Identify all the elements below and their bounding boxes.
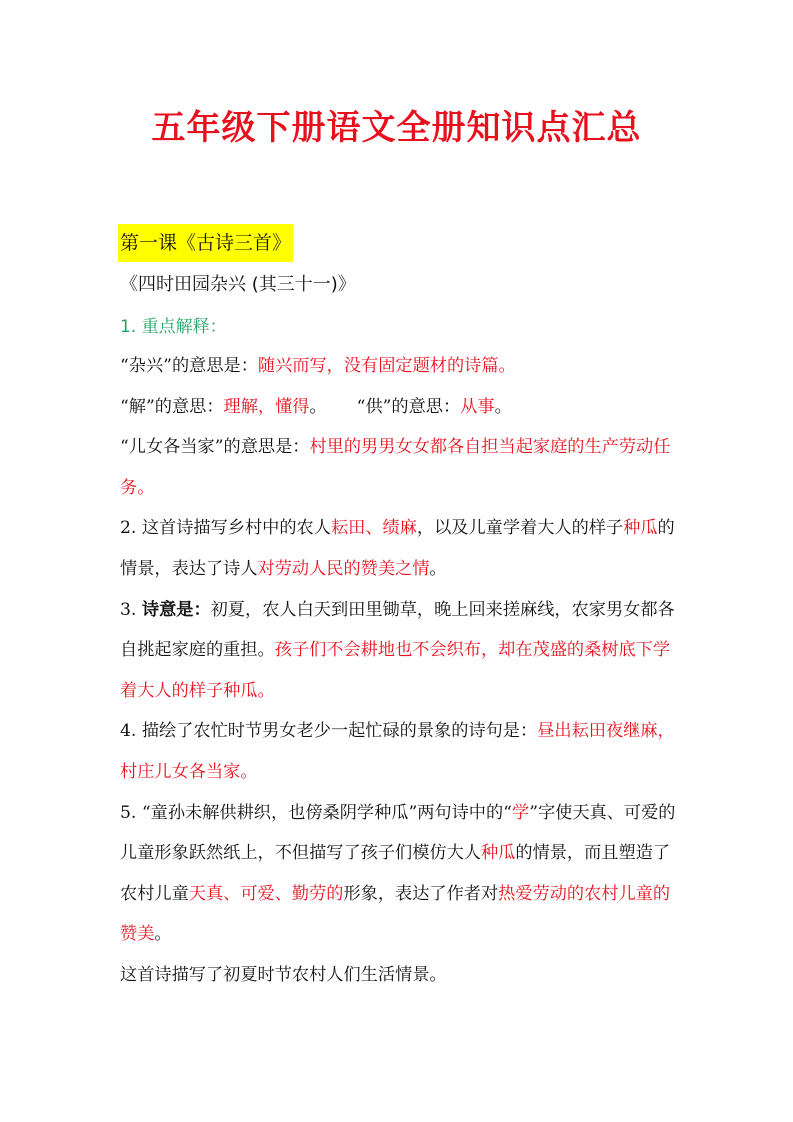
paragraph-item-2: 2. 这首诗描写乡村中的农人耘田、绩麻，以及儿童学着大人的样子种瓜的情景，表达了诗人对劳动人民的赞美之情。 [120,518,675,579]
section-heading: 1. 重点解释： [120,317,227,337]
paragraph-ernu: “儿女各当家”的意思是：村里的男男女女都各自担当起家庭的生产劳动任务。 [120,437,671,498]
document-body [120,346,680,996]
paragraph-jie-gong: “解”的意思：理解，懂得。 “供”的意思：从事。 [120,396,512,417]
poem-title: 《四时田园杂兴 (其三十一)》 [120,274,356,295]
paragraph-item-4: 4. 描绘了农忙时节男女老少一起忙碌的景象的诗句是：昼出耘田夜继麻，村庄儿女各当家。 [120,721,675,782]
paragraph-summary: 这首诗描写了初夏时节农村人们生活情景。 [120,964,447,985]
document-title: 五年级下册语文全册知识点汇总 [151,108,642,148]
paragraph-zaxing: “杂兴”的意思是：随兴而写，没有固定题材的诗篇。 [120,356,516,376]
lesson-heading: 第一课《古诗三首》 [118,224,293,262]
paragraph-item-5: 5. “童孙未解供耕织，也傍桑阴学种瓜”两句诗中的“学”字使天真、可爱的儿童形象跃然纸上，不但描写了孩子们模仿大人种瓜的情景，而且塑造了农村儿童天真、可爱、勤劳的形象，表达了作者对热爱劳动的农村儿童的赞美。 [120,802,676,945]
paragraph-item-3: 3. 诗意是：初夏，农人白天到田里锄草，晚上回来搓麻线，农家男女都各自挑起家庭的重担。孩子们不会耕地也不会织布，却在茂盛的桑树底下学着大人的样子种瓜。 [120,599,675,701]
